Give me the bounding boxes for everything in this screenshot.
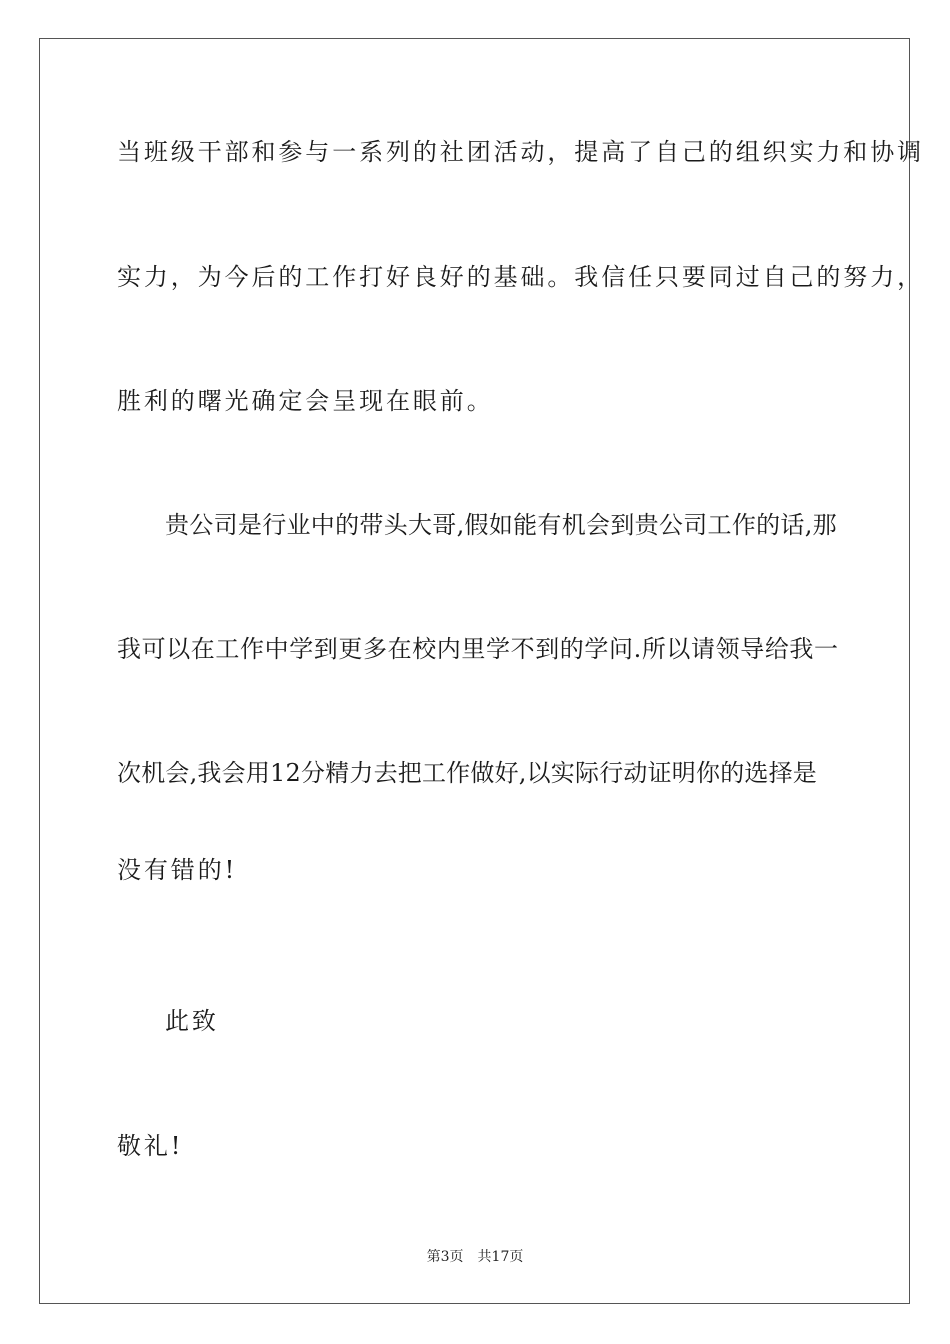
paragraph-line: 我可以在工作中学到更多在校内里学不到的学问.所以请领导给我一	[117, 635, 839, 663]
paragraph-line: 胜利的曙光确定会呈现在眼前。	[117, 387, 494, 415]
page-footer	[0, 1248, 950, 1266]
closing-regards: 敬礼!	[117, 1132, 184, 1160]
page-number: 第3页	[426, 1249, 464, 1265]
page-total: 共17页	[477, 1249, 524, 1265]
paragraph-line: 没有错的!	[117, 856, 238, 884]
paragraph-line: 当班级干部和参与一系列的社团活动，提高了自己的组织实力和协调	[117, 138, 924, 166]
closing-salutation: 此致	[165, 1007, 219, 1035]
paragraph-line: 次机会,我会用12分精力去把工作做好,以实际行动证明你的选择是	[117, 759, 817, 787]
paragraph-line: 实力，为今后的工作打好良好的基础。我信任只要同过自己的努力，	[117, 263, 924, 291]
paragraph-line: 贵公司是行业中的带头大哥,假如能有机会到贵公司工作的话,那	[165, 511, 837, 539]
page-border	[39, 38, 910, 1304]
